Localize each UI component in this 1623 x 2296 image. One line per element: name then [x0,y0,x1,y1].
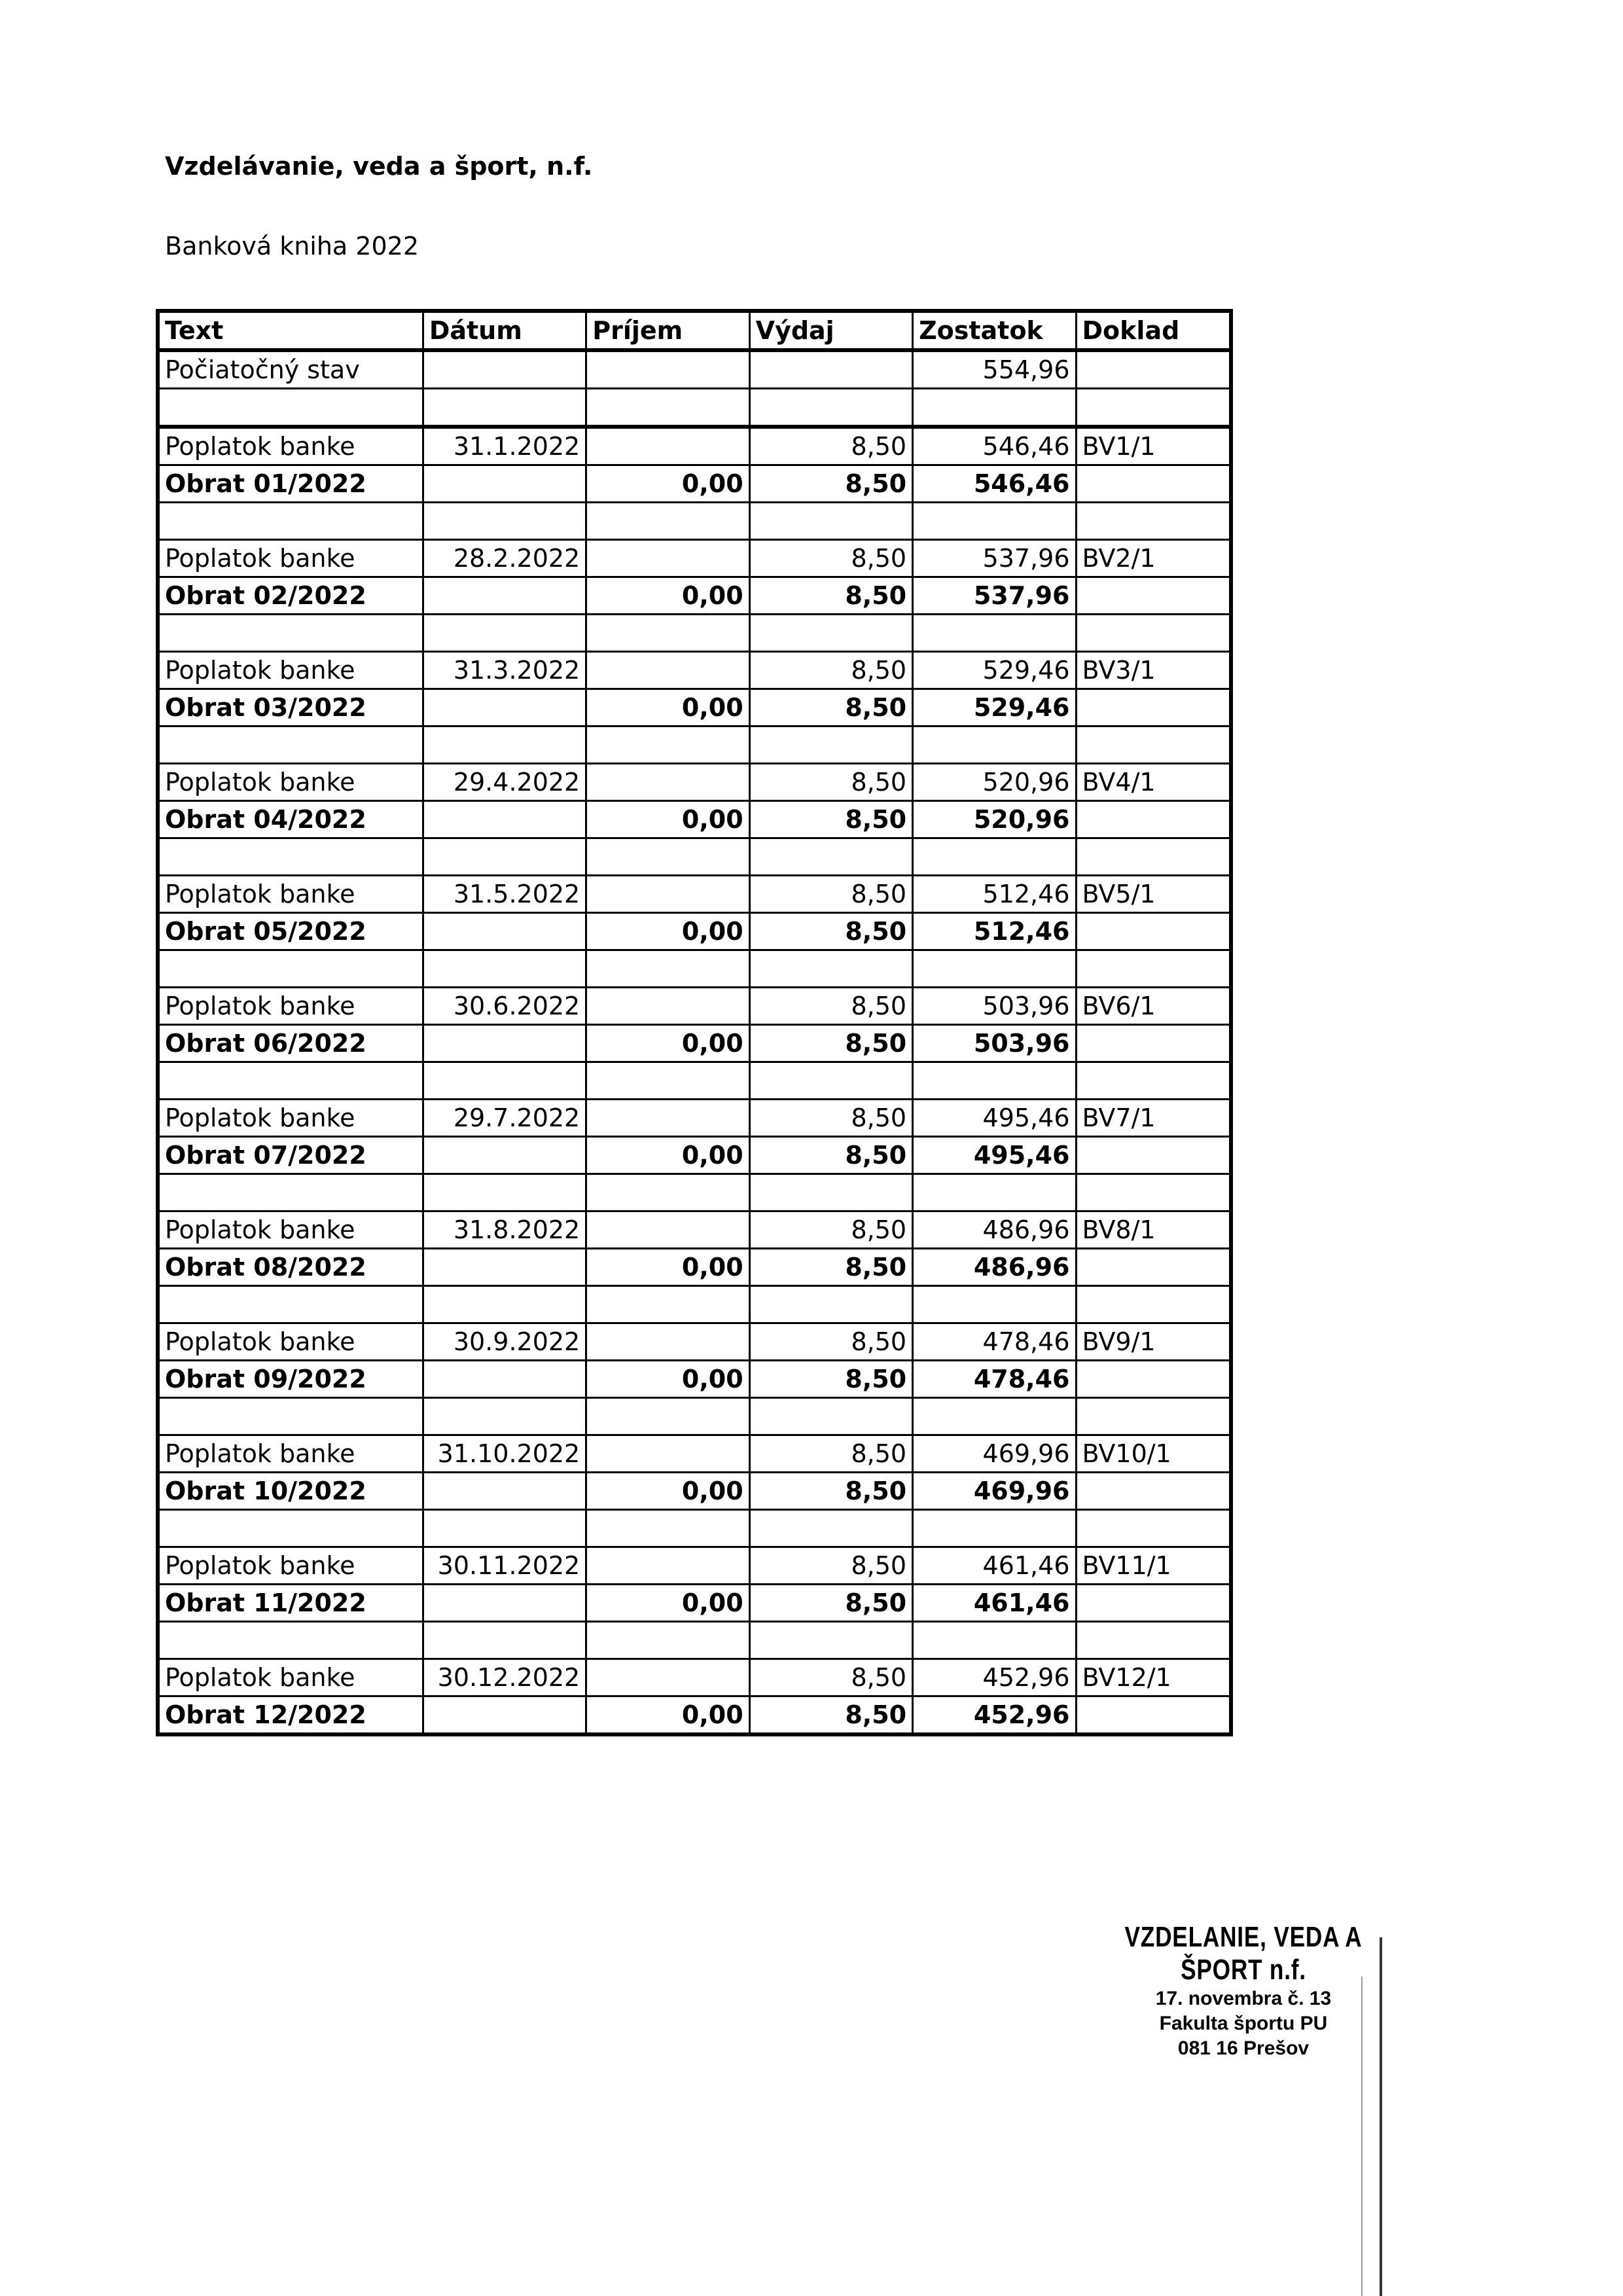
table-cell [423,1062,586,1100]
table-cell [749,1174,912,1211]
transaction-document: BV5/1 [1076,876,1231,913]
column-header-income: Príjem [586,311,749,350]
total-label: Obrat 06/2022 [158,1025,423,1062]
table-cell [1076,1062,1231,1100]
total-income: 0,00 [586,1696,749,1735]
table-cell [423,1137,586,1174]
transaction-text: Poplatok banke [158,764,423,801]
transaction-income [586,427,749,465]
transaction-text: Poplatok banke [158,1659,423,1696]
spacer-row [158,950,1231,988]
transaction-row [158,1435,1231,1473]
transaction-document: BV6/1 [1076,988,1231,1025]
total-income: 0,00 [586,1025,749,1062]
table-cell [1076,389,1231,427]
transaction-row [158,764,1231,801]
total-income: 0,00 [586,1137,749,1174]
transaction-expense: 8,50 [749,876,912,913]
total-balance: 461,46 [913,1585,1076,1622]
spacer-row [158,503,1231,540]
transaction-date: 31.1.2022 [423,427,586,465]
table-cell [586,503,749,540]
total-expense: 8,50 [749,1137,912,1174]
transaction-row [158,1547,1231,1585]
transaction-balance: 486,96 [913,1211,1076,1249]
total-income: 0,00 [586,689,749,726]
total-income: 0,00 [586,577,749,615]
table-cell [1076,1174,1231,1211]
table-cell [1076,726,1231,764]
total-label: Obrat 08/2022 [158,1249,423,1286]
total-expense: 8,50 [749,1585,912,1622]
table-cell [586,1398,749,1435]
transaction-date: 31.10.2022 [423,1435,586,1473]
total-income: 0,00 [586,1361,749,1398]
table-cell [423,1025,586,1062]
spacer-row [158,1174,1231,1211]
table-cell [1076,950,1231,988]
table-cell [158,615,423,652]
table-cell [158,503,423,540]
stamp-name: VZDELANIE, VEDA A ŠPORT n.f. [1124,1921,1363,1986]
total-balance: 495,46 [913,1137,1076,1174]
table-cell [158,1622,423,1659]
spacer-row [158,1286,1231,1323]
transaction-date: 31.5.2022 [423,876,586,913]
monthly-total-row [158,913,1231,950]
table-cell [913,1286,1076,1323]
table-cell [423,1398,586,1435]
table-cell [1076,913,1231,950]
table-cell [423,1585,586,1622]
transaction-row [158,540,1231,577]
transaction-date: 30.9.2022 [423,1323,586,1361]
table-cell [586,1062,749,1100]
table-cell [749,950,912,988]
table-cell [423,1622,586,1659]
table-cell [1076,801,1231,838]
transaction-row [158,652,1231,689]
transaction-text: Poplatok banke [158,876,423,913]
table-cell [1076,350,1231,389]
table-cell [586,950,749,988]
total-expense: 8,50 [749,689,912,726]
table-cell [749,389,912,427]
table-cell [749,1622,912,1659]
column-header-document: Doklad [1076,311,1231,350]
stamp-border-line [1361,1977,1363,2296]
table-cell [586,615,749,652]
transaction-income [586,1323,749,1361]
transaction-document: BV7/1 [1076,1100,1231,1137]
monthly-total-row [158,1361,1231,1398]
total-balance: 486,96 [913,1249,1076,1286]
table-cell [749,1286,912,1323]
table-cell [1076,615,1231,652]
table-cell [423,1286,586,1323]
table-cell [749,838,912,876]
transaction-date: 31.8.2022 [423,1211,586,1249]
monthly-total-row [158,689,1231,726]
transaction-text: Poplatok banke [158,1100,423,1137]
bank-book-table [156,309,1233,1736]
spacer-row [158,1622,1231,1659]
stamp-faculty: Fakulta športu PU [1159,2013,1328,2034]
transaction-expense: 8,50 [749,764,912,801]
header-row [158,311,1231,350]
transaction-document: BV9/1 [1076,1323,1231,1361]
transaction-expense: 8,50 [749,427,912,465]
total-income: 0,00 [586,465,749,503]
total-balance: 512,46 [913,913,1076,950]
transaction-date: 30.6.2022 [423,988,586,1025]
table-cell [913,1062,1076,1100]
table-cell [913,389,1076,427]
table-cell [1076,1473,1231,1510]
document-title: Banková kniha 2022 [165,232,419,260]
total-expense: 8,50 [749,801,912,838]
transaction-document: BV1/1 [1076,427,1231,465]
transaction-date: 28.2.2022 [423,540,586,577]
transaction-expense: 8,50 [749,988,912,1025]
transaction-row [158,427,1231,465]
transaction-expense: 8,50 [749,1323,912,1361]
transaction-text: Poplatok banke [158,540,423,577]
transaction-balance: 452,96 [913,1659,1076,1696]
total-expense: 8,50 [749,913,912,950]
table-cell [423,913,586,950]
transaction-balance: 529,46 [913,652,1076,689]
total-expense: 8,50 [749,1025,912,1062]
table-cell [749,1398,912,1435]
table-cell [913,838,1076,876]
total-label: Obrat 03/2022 [158,689,423,726]
monthly-total-row [158,1025,1231,1062]
table-cell [913,1622,1076,1659]
table-cell [158,1062,423,1100]
total-label: Obrat 02/2022 [158,577,423,615]
total-income: 0,00 [586,1585,749,1622]
table-cell [1076,465,1231,503]
transaction-income [586,652,749,689]
spacer-row [158,1510,1231,1547]
total-expense: 8,50 [749,1473,912,1510]
table-cell [423,503,586,540]
table-cell [423,1473,586,1510]
stamp-city: 081 16 Prešov [1177,2037,1310,2059]
transaction-income [586,1659,749,1696]
transaction-document: BV11/1 [1076,1547,1231,1585]
table-cell [586,838,749,876]
total-expense: 8,50 [749,577,912,615]
table-cell [1076,1249,1231,1286]
table-cell [913,615,1076,652]
table-cell [423,350,586,389]
table-cell [913,726,1076,764]
table-cell [158,838,423,876]
table-cell [749,350,912,389]
total-label: Obrat 07/2022 [158,1137,423,1174]
table-cell [158,389,423,427]
table-cell [158,1286,423,1323]
column-header-balance: Zostatok [913,311,1076,350]
table-cell [749,615,912,652]
table-cell [423,1174,586,1211]
spacer-row [158,838,1231,876]
total-balance: 452,96 [913,1696,1076,1735]
spacer-row [158,1062,1231,1100]
transaction-balance: 546,46 [913,427,1076,465]
total-expense: 8,50 [749,465,912,503]
organization-name: Vzdelávanie, veda a šport, n.f. [165,152,593,181]
total-expense: 8,50 [749,1696,912,1735]
transaction-document: BV12/1 [1076,1659,1231,1696]
monthly-total-row [158,577,1231,615]
transaction-expense: 8,50 [749,652,912,689]
transaction-balance: 478,46 [913,1323,1076,1361]
table-cell [423,1510,586,1547]
transaction-balance: 503,96 [913,988,1076,1025]
table-cell [586,350,749,389]
total-expense: 8,50 [749,1361,912,1398]
transaction-text: Poplatok banke [158,1323,423,1361]
table-cell [1076,1510,1231,1547]
table-cell [423,1696,586,1735]
transaction-balance: 461,46 [913,1547,1076,1585]
spacer-row [158,1398,1231,1435]
transaction-document: BV8/1 [1076,1211,1231,1249]
transaction-date: 31.3.2022 [423,652,586,689]
table-cell [1076,838,1231,876]
table-cell [423,465,586,503]
transaction-expense: 8,50 [749,1100,912,1137]
total-income: 0,00 [586,1249,749,1286]
table-cell [913,950,1076,988]
transaction-expense: 8,50 [749,540,912,577]
monthly-total-row [158,1696,1231,1735]
transaction-document: BV3/1 [1076,652,1231,689]
table-cell [749,1062,912,1100]
table-cell [423,726,586,764]
table-cell [586,1174,749,1211]
transaction-row [158,876,1231,913]
transaction-row [158,988,1231,1025]
column-header-date: Dátum [423,311,586,350]
table-cell [158,950,423,988]
table-cell [1076,1025,1231,1062]
opening-balance: 554,96 [913,350,1076,389]
transaction-row [158,1211,1231,1249]
transaction-document: BV10/1 [1076,1435,1231,1473]
transaction-balance: 512,46 [913,876,1076,913]
table-cell [423,389,586,427]
table-cell [1076,1398,1231,1435]
table-cell [1076,1696,1231,1735]
transaction-income [586,1547,749,1585]
table-cell [586,1510,749,1547]
total-income: 0,00 [586,913,749,950]
transaction-text: Poplatok banke [158,652,423,689]
total-label: Obrat 09/2022 [158,1361,423,1398]
transaction-expense: 8,50 [749,1435,912,1473]
table-cell [1076,1585,1231,1622]
transaction-text: Poplatok banke [158,427,423,465]
transaction-date: 30.12.2022 [423,1659,586,1696]
column-header-text: Text [158,311,423,350]
total-balance: 529,46 [913,689,1076,726]
table-cell [749,503,912,540]
total-label: Obrat 01/2022 [158,465,423,503]
transaction-balance: 469,96 [913,1435,1076,1473]
total-balance: 520,96 [913,801,1076,838]
transaction-income [586,764,749,801]
transaction-expense: 8,50 [749,1659,912,1696]
monthly-total-row [158,1137,1231,1174]
total-expense: 8,50 [749,1249,912,1286]
stamp-address: 17. novembra č. 13 [1155,1988,1332,2009]
table-cell [913,1398,1076,1435]
total-balance: 469,96 [913,1473,1076,1510]
transaction-row [158,1659,1231,1696]
table-cell [1076,577,1231,615]
transaction-income [586,876,749,913]
transaction-text: Poplatok banke [158,1435,423,1473]
transaction-income [586,1100,749,1137]
transaction-income [586,988,749,1025]
table-cell [158,1398,423,1435]
transaction-row [158,1100,1231,1137]
table-cell [586,1286,749,1323]
table-cell [913,1510,1076,1547]
table-cell [158,1174,423,1211]
table-cell [586,726,749,764]
transaction-income [586,1435,749,1473]
transaction-date: 30.11.2022 [423,1547,586,1585]
table-cell [423,838,586,876]
table-cell [1076,1622,1231,1659]
transaction-balance: 495,46 [913,1100,1076,1137]
table-cell [1076,1361,1231,1398]
stamp-border-line [1380,1937,1382,2296]
column-header-expense: Výdaj [749,311,912,350]
spacer-row [158,615,1231,652]
transaction-income [586,540,749,577]
transaction-text: Poplatok banke [158,988,423,1025]
transaction-text: Poplatok banke [158,1547,423,1585]
table-cell [1076,1286,1231,1323]
table-cell [749,726,912,764]
table-cell [423,689,586,726]
spacer-row [158,726,1231,764]
monthly-total-row [158,465,1231,503]
transaction-balance: 520,96 [913,764,1076,801]
transaction-expense: 8,50 [749,1547,912,1585]
transaction-document: BV4/1 [1076,764,1231,801]
transaction-date: 29.4.2022 [423,764,586,801]
table-cell [749,1510,912,1547]
total-income: 0,00 [586,801,749,838]
opening-balance-row [158,350,1231,389]
transaction-row [158,1323,1231,1361]
transaction-expense: 8,50 [749,1211,912,1249]
total-balance: 503,96 [913,1025,1076,1062]
table-cell [423,801,586,838]
table-cell [158,1510,423,1547]
monthly-total-row [158,1249,1231,1286]
table-cell [1076,689,1231,726]
monthly-total-row [158,1473,1231,1510]
spacer-row [158,389,1231,427]
transaction-document: BV2/1 [1076,540,1231,577]
table-cell [1076,503,1231,540]
transaction-income [586,1211,749,1249]
opening-label: Počiatočný stav [158,350,423,389]
organization-stamp [1073,1921,1414,2061]
total-label: Obrat 05/2022 [158,913,423,950]
table-cell [158,726,423,764]
table-cell [586,1622,749,1659]
total-income: 0,00 [586,1473,749,1510]
total-balance: 478,46 [913,1361,1076,1398]
table-cell [423,950,586,988]
total-label: Obrat 11/2022 [158,1585,423,1622]
table-cell [1076,1137,1231,1174]
table-cell [913,1174,1076,1211]
transaction-date: 29.7.2022 [423,1100,586,1137]
table-cell [423,1361,586,1398]
table-cell [423,1249,586,1286]
total-label: Obrat 10/2022 [158,1473,423,1510]
table-cell [423,615,586,652]
transaction-text: Poplatok banke [158,1211,423,1249]
total-balance: 546,46 [913,465,1076,503]
transaction-balance: 537,96 [913,540,1076,577]
table-cell [913,503,1076,540]
monthly-total-row [158,1585,1231,1622]
table-cell [423,577,586,615]
total-label: Obrat 04/2022 [158,801,423,838]
total-label: Obrat 12/2022 [158,1696,423,1735]
table-cell [586,389,749,427]
total-balance: 537,96 [913,577,1076,615]
monthly-total-row [158,801,1231,838]
